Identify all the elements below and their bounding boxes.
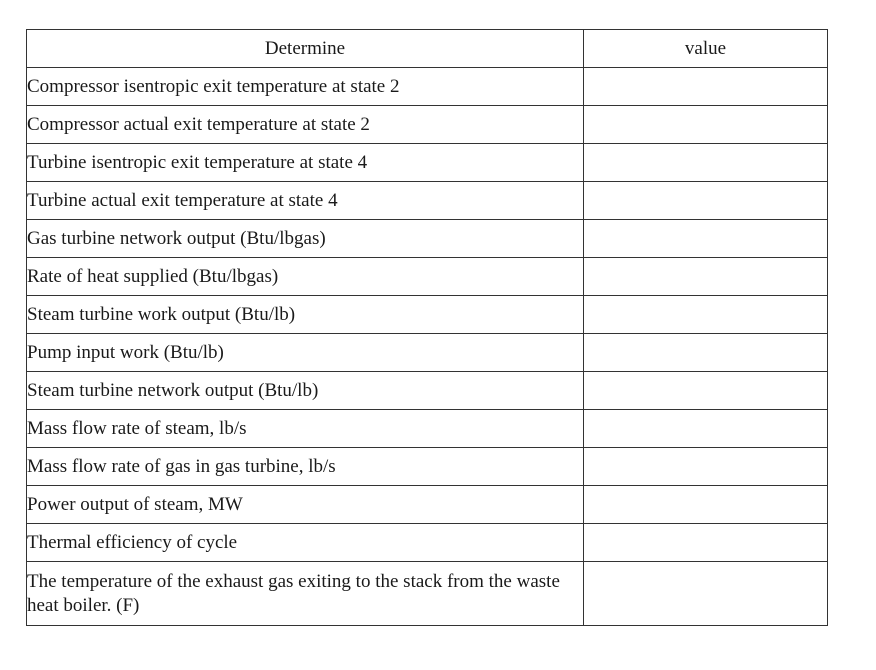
header-determine: Determine — [27, 30, 584, 68]
value-cell[interactable] — [584, 258, 828, 296]
value-cell[interactable] — [584, 524, 828, 562]
value-cell[interactable] — [584, 334, 828, 372]
value-cell[interactable] — [584, 106, 828, 144]
value-cell[interactable] — [584, 220, 828, 258]
value-cell[interactable] — [584, 448, 828, 486]
value-cell[interactable] — [584, 296, 828, 334]
table-row — [27, 106, 828, 144]
row-label: Thermal efficiency of cycle — [27, 524, 584, 562]
row-label: Steam turbine network output (Btu/lb) — [27, 372, 584, 410]
row-label: Mass flow rate of steam, lb/s — [27, 410, 584, 448]
table-row — [27, 372, 828, 410]
results-table — [26, 29, 828, 626]
table-header-row — [27, 30, 828, 68]
table-row — [27, 220, 828, 258]
row-label: Compressor actual exit temperature at state 2 — [27, 106, 584, 144]
table-row — [27, 410, 828, 448]
table-row — [27, 144, 828, 182]
value-cell[interactable] — [584, 68, 828, 106]
row-label: Steam turbine work output (Btu/lb) — [27, 296, 584, 334]
row-label: Turbine actual exit temperature at state 4 — [27, 182, 584, 220]
table-row — [27, 486, 828, 524]
row-label: Turbine isentropic exit temperature at state 4 — [27, 144, 584, 182]
value-cell[interactable] — [584, 144, 828, 182]
row-label: Gas turbine network output (Btu/lbgas) — [27, 220, 584, 258]
table-row — [27, 524, 828, 562]
header-value: value — [584, 30, 828, 68]
table-row — [27, 334, 828, 372]
table-row — [27, 182, 828, 220]
row-label: Power output of steam, MW — [27, 486, 584, 524]
table-row — [27, 296, 828, 334]
value-cell[interactable] — [584, 182, 828, 220]
table-row — [27, 562, 828, 626]
row-label: Pump input work (Btu/lb) — [27, 334, 584, 372]
row-label: Rate of heat supplied (Btu/lbgas) — [27, 258, 584, 296]
row-label: Mass flow rate of gas in gas turbine, lb/s — [27, 448, 584, 486]
value-cell[interactable] — [584, 562, 828, 626]
value-cell[interactable] — [584, 410, 828, 448]
table-row — [27, 68, 828, 106]
row-label: Compressor isentropic exit temperature at state 2 — [27, 68, 584, 106]
table-row — [27, 258, 828, 296]
row-label: The temperature of the exhaust gas exiting to the stack from the waste heat boiler. (F) — [27, 562, 584, 626]
value-cell[interactable] — [584, 372, 828, 410]
table-row — [27, 448, 828, 486]
value-cell[interactable] — [584, 486, 828, 524]
